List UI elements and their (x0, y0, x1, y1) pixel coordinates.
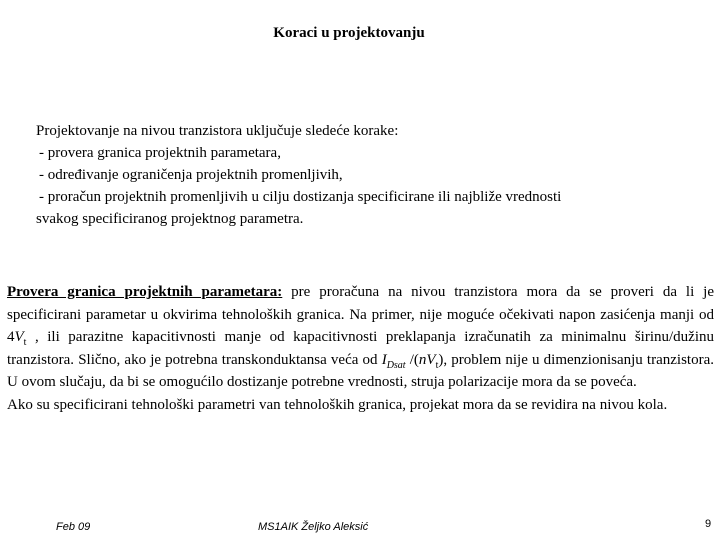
detail-paragraph-2: Ako su specificirani tehnološki parametri van tehnoloških granica, projekat mora da se revidira na nivou kola. (7, 396, 668, 413)
v-symbol: V (426, 351, 436, 368)
detail-text: ), problem nije u dimenzionisanju tranzistora. U ovom slučaju, da bi se omogućilo dostizanje potrebne vrednosti, struja polarizacije mora da se poveća. (7, 351, 714, 390)
id-symbol: I (381, 351, 387, 368)
slide-title: Koraci u projektovanju (273, 25, 425, 41)
v-subscript: t (435, 359, 439, 371)
intro-item: - provera granica projektnih parametara, (39, 145, 281, 161)
intro-block (36, 120, 696, 230)
footer-date: Feb 09 (56, 521, 91, 533)
detail-text: /( (405, 351, 419, 368)
detail-paragraph (7, 281, 714, 394)
n-symbol: n (418, 351, 427, 368)
detail-text: , ili parazitne kapacitivnosti manje od kapacitivnosti preklapanja izračunatih za minimalnu širinu/dužinu tranzistora. Slično, ako je potrebna transkonduktansa veća od (7, 329, 714, 368)
intro-continuation: svakog specificiranog projektnog parametra. (36, 211, 304, 227)
intro-item: - proračun projektnih promenljivih u cilju dostizanja specificirane ili najbliže vrednosti (39, 189, 562, 205)
vt-subscript: t (23, 337, 27, 348)
detail-block (7, 281, 714, 416)
id-subscript: Dsat (386, 359, 406, 371)
detail-text: pre proračuna na nivou tranzistora mora da se proveri da li je specificirani parametar u okvirima tehnoloških granica. Na primer, nije moguće očekivati napon zasićenja manji od 4 (7, 284, 714, 345)
vt-symbol: V (14, 329, 24, 345)
intro-heading: Projektovanje na nivou tranzistora uključuje sledeće korake: (36, 123, 399, 139)
detail-lead: Provera granica projektnih parametara: (7, 284, 283, 300)
intro-item: - određivanje ograničenja projektnih promenljivih, (39, 167, 343, 183)
footer-author: MS1AIK Željko Aleksić (258, 521, 369, 533)
page-number: 9 (705, 518, 712, 530)
